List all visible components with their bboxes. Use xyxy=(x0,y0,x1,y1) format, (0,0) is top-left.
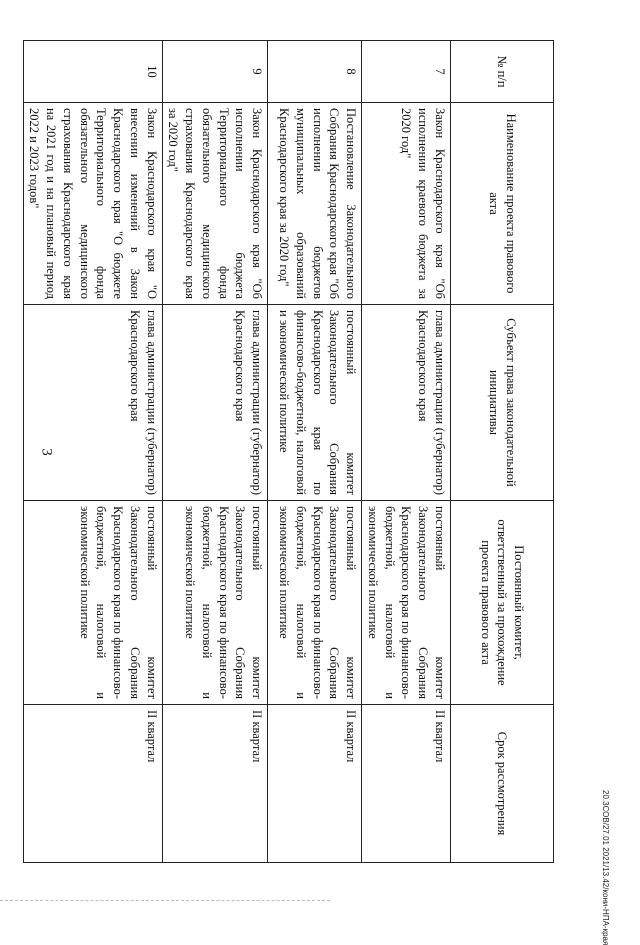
header-number: № п/п xyxy=(451,41,554,103)
header-initiative-subject: Субъект права законодательной инициативы xyxy=(451,305,554,501)
header-review-term: Срок рассмотрения xyxy=(451,705,554,863)
initiative-subject: глава администрации (губернатор) Краснодарского края xyxy=(23,305,162,501)
review-term: II квартал xyxy=(268,705,362,863)
plan-table-sheet xyxy=(27,40,554,862)
header-act-name: Наименование проекта правового акта xyxy=(451,103,554,305)
initiative-subject: глава администрации (губернатор) Краснодарского края xyxy=(162,305,268,501)
table-row xyxy=(362,41,451,863)
act-name: Постановление Законодательного Собрания Краснодарского края "Об исполнении бюджетов муниципальных образований Краснодарского края за 2020 год" xyxy=(268,103,362,305)
row-number: 10 xyxy=(23,41,162,103)
table-row xyxy=(162,41,268,863)
table-row xyxy=(23,41,162,863)
header-responsible-committee: Постоянный комитет, ответственный за прохождение проекта правового акта xyxy=(451,501,554,705)
document-code: 20.3СОВ/27.01 2021/13.42/кони-НПА-края xyxy=(601,790,610,945)
responsible-committee: постоянный комитет Законодательного Собрания Краснодарского края по финансово-бюджетной, налоговой и экономической политике xyxy=(23,501,162,705)
table-header-row xyxy=(451,41,554,863)
responsible-committee: постоянный комитет Законодательного Собрания Краснодарского края по финансово-бюджетной, налоговой и экономической политике xyxy=(162,501,268,705)
review-term: II квартал xyxy=(162,705,268,863)
row-number: 8 xyxy=(268,41,362,103)
page-number: 3 xyxy=(38,448,55,456)
review-term: II квартал xyxy=(362,705,451,863)
scan-edge-line xyxy=(0,900,330,902)
row-number: 7 xyxy=(362,41,451,103)
act-name: Закон Краснодарского края "О внесении изменений в Закон Краснодарского края "О бюджете Территориального фонда обязательного медицинского страхования Краснодарского края на 2021 год и на плановый период 2022 и 2023 годов" xyxy=(23,103,162,305)
row-number: 9 xyxy=(162,41,268,103)
act-name: Закон Краснодарского края "Об исполнении краевого бюджета за 2020 год" xyxy=(362,103,451,305)
responsible-committee: постоянный комитет Законодательного Собрания Краснодарского края по финансово-бюджетной, налоговой и экономической политике xyxy=(268,501,362,705)
legislative-plan-table xyxy=(23,40,554,863)
table-row xyxy=(268,41,362,863)
review-term: II квартал xyxy=(23,705,162,863)
act-name: Закон Краснодарского края "Об исполнении бюджета Территориального фонда обязательного медицинского страхования Краснодарского края за 2020 год" xyxy=(162,103,268,305)
initiative-subject: постоянный комитет Законодательного Собрания Краснодарского края по финансово-бюджетной, налоговой и экономической политике xyxy=(268,305,362,501)
responsible-committee: постоянный комитет Законодательного Собрания Краснодарского края по финансово-бюджетной, налоговой и экономической политике xyxy=(362,501,451,705)
initiative-subject: глава администрации (губернатор) Краснодарского края xyxy=(362,305,451,501)
